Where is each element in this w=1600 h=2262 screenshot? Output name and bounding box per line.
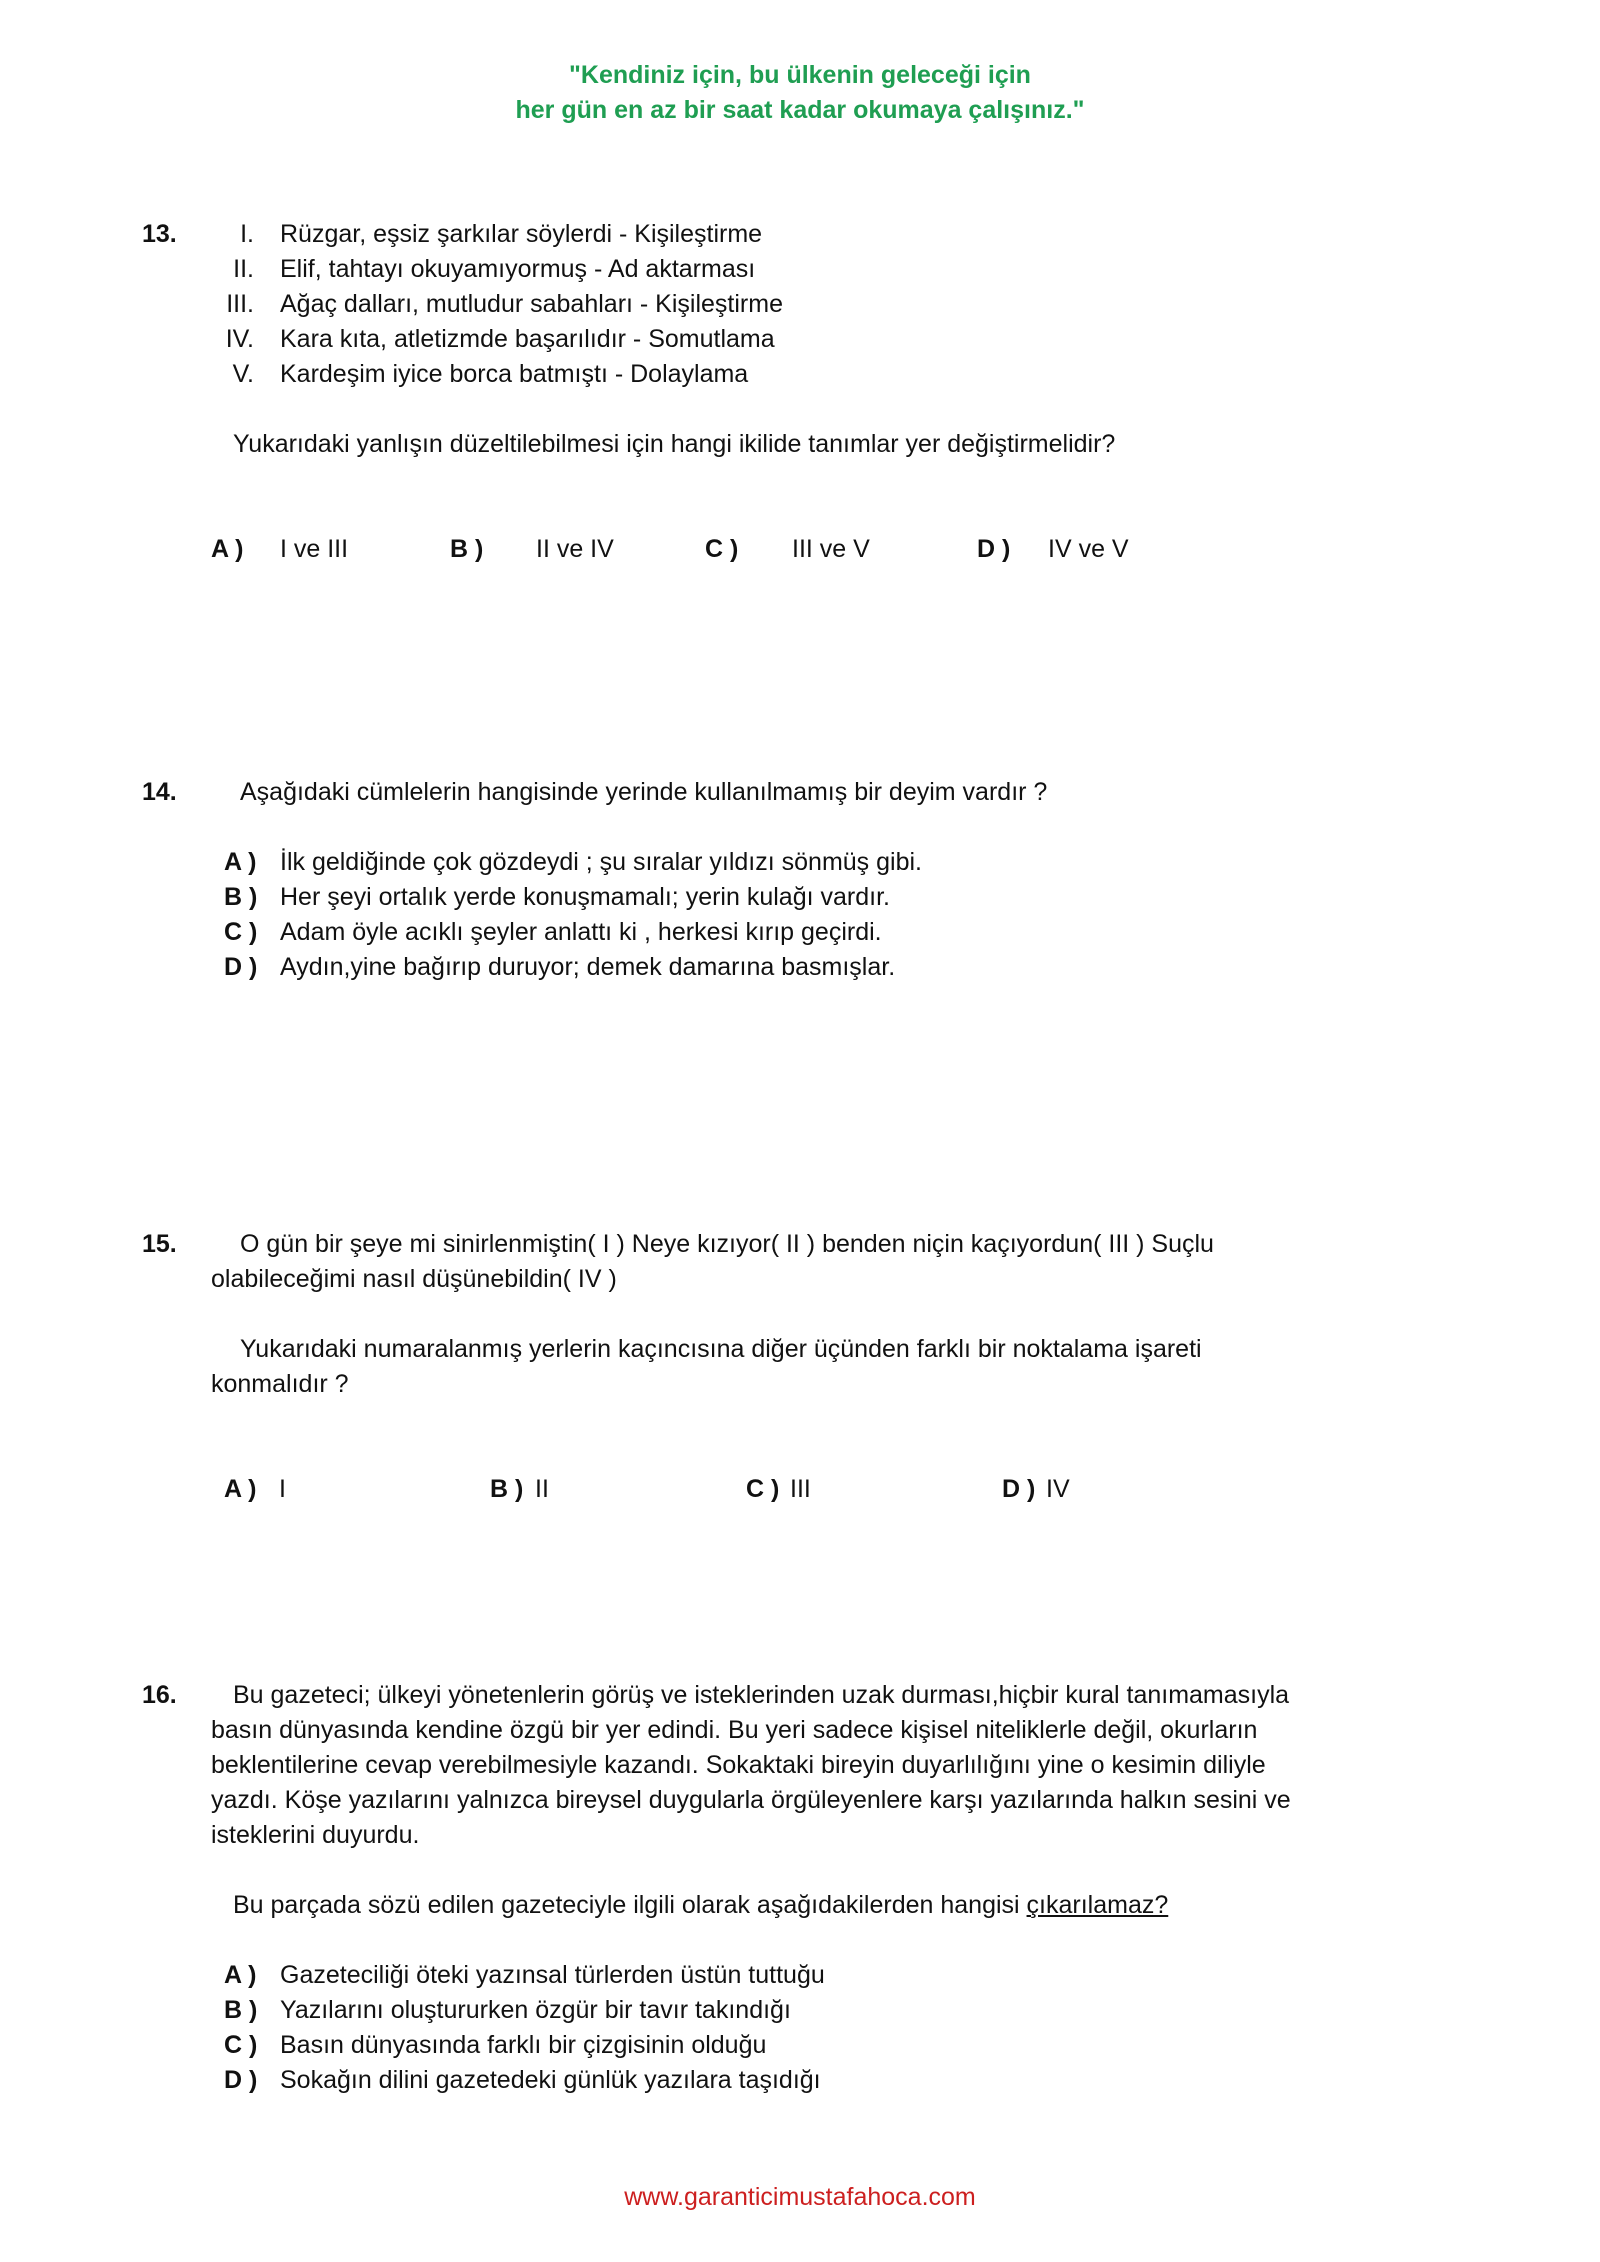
option-text-d[interactable]: IV (1046, 1475, 1070, 1503)
option-text-b[interactable]: II (535, 1475, 549, 1503)
header-quote (0, 58, 1600, 128)
passage-line: beklentilerine cevap verebilmesiyle kazandı. Sokaktaki bireyin duyarlılığını yine o kesimin diliyle (211, 1751, 1266, 1779)
option-label-b: B ) (224, 883, 258, 911)
question-text: Aşağıdaki cümlelerin hangisinde yerinde kullanılmamış bir deyim vardır ? (240, 778, 1048, 806)
option-label-a: A ) (224, 1961, 257, 1989)
option-label-b: B ) (490, 1475, 524, 1503)
option-label-d: D ) (1002, 1475, 1036, 1503)
question-number: 14. (142, 778, 177, 806)
question-number: 13. (142, 220, 177, 248)
option-text-c[interactable]: III ve V (792, 535, 870, 563)
list-item-text: Kara kıta, atletizmde başarılıdır - Somutlama (280, 325, 775, 353)
question-text-line-2: konmalıdır ? (211, 1370, 349, 1398)
option-label-c: C ) (224, 2031, 258, 2059)
option-text-a[interactable]: İlk geldiğinde çok gözdeydi ; şu sıralar yıldızı sönmüş gibi. (280, 848, 922, 876)
passage-line: isteklerini duyurdu. (211, 1821, 420, 1849)
option-text-d[interactable]: Sokağın dilini gazetedeki günlük yazılara taşıdığı (280, 2066, 821, 2094)
question-text-prefix: Bu parçada sözü edilen gazeteciyle ilgili olarak aşağıdakilerden hangisi (233, 1891, 1027, 1919)
option-label-c: C ) (705, 535, 739, 563)
option-text-a[interactable]: I (279, 1475, 286, 1503)
option-label-c: C ) (224, 918, 258, 946)
option-label-a: A ) (224, 1475, 257, 1503)
option-text-c[interactable]: Basın dünyasında farklı bir çizgisinin olduğu (280, 2031, 767, 2059)
option-text-a[interactable]: Gazeteciliği öteki yazınsal türlerden üstün tuttuğu (280, 1961, 825, 1989)
option-label-d: D ) (224, 953, 258, 981)
option-label-b: B ) (450, 535, 484, 563)
option-text-c[interactable]: III (790, 1475, 811, 1503)
option-label-d: D ) (977, 535, 1011, 563)
roman-numeral: III. (226, 290, 254, 318)
option-text-a[interactable]: I ve III (280, 535, 349, 563)
option-text-d[interactable]: IV ve V (1048, 535, 1129, 563)
question-stem-line-2: olabileceğimi nasıl düşünebildin( IV ) (211, 1265, 617, 1293)
header-line-1: "Kendiniz için, bu ülkenin geleceği için (569, 61, 1031, 89)
list-item-text: Rüzgar, eşsiz şarkılar söylerdi - Kişileştirme (280, 220, 763, 248)
passage-line: basın dünyasında kendine özgü bir yer edindi. Bu yeri sadece kişisel niteliklerle değil, okurların (211, 1716, 1258, 1744)
question-text-underlined: çıkarılamaz? (1026, 1891, 1169, 1919)
list-item-text: Elif, tahtayı okuyamıyormuş - Ad aktarması (280, 255, 756, 283)
header-line-2: her gün en az bir saat kadar okumaya çalışınız." (515, 96, 1085, 124)
option-text-c[interactable]: Adam öyle acıklı şeyler anlattı ki , herkesi kırıp geçirdi. (280, 918, 882, 946)
option-label-b: B ) (224, 1996, 258, 2024)
option-label-a: A ) (211, 535, 244, 563)
question-stem-line-1: O gün bir şeye mi sinirlenmiştin( I ) Neye kızıyor( II ) benden niçin kaçıyordun( III ) Suçlu (240, 1230, 1214, 1258)
passage-line: Bu gazeteci; ülkeyi yönetenlerin görüş ve isteklerinden uzak durması,hiçbir kural tanımamasıyla (233, 1681, 1290, 1709)
question-number: 15. (142, 1230, 177, 1258)
question-text-line-1: Yukarıdaki numaralanmış yerlerin kaçıncısına diğer üçünden farklı bir noktalama işareti (240, 1335, 1202, 1363)
roman-numeral: V. (232, 360, 254, 388)
option-text-b[interactable]: Yazılarını oluştururken özgür bir tavır takındığı (280, 1996, 791, 2024)
option-text-b[interactable]: II ve IV (536, 535, 614, 563)
footer-url[interactable]: www.garanticimustafahoca.com (624, 2183, 976, 2211)
option-label-d: D ) (224, 2066, 258, 2094)
option-text-d[interactable]: Aydın,yine bağırıp duruyor; demek damarına basmışlar. (280, 953, 896, 981)
option-label-c: C ) (746, 1475, 780, 1503)
option-label-a: A ) (224, 848, 257, 876)
list-item-text: Ağaç dalları, mutludur sabahları - Kişileştirme (280, 290, 783, 318)
question-number: 16. (142, 1681, 177, 1709)
list-item-text: Kardeşim iyice borca batmıştı - Dolaylama (280, 360, 749, 388)
roman-numeral: I. (240, 220, 254, 248)
question-text (233, 1888, 1168, 1923)
roman-numeral: II. (233, 255, 254, 283)
option-text-b[interactable]: Her şeyi ortalık yerde konuşmamalı; yerin kulağı vardır. (280, 883, 890, 911)
passage-line: yazdı. Köşe yazılarını yalnızca bireysel duygularla örgüleyenlere karşı yazılarında halkın sesini ve (211, 1786, 1291, 1814)
question-text: Yukarıdaki yanlışın düzeltilebilmesi için hangi ikilide tanımlar yer değiştirmelidir? (233, 430, 1116, 458)
roman-numeral: IV. (225, 325, 254, 353)
